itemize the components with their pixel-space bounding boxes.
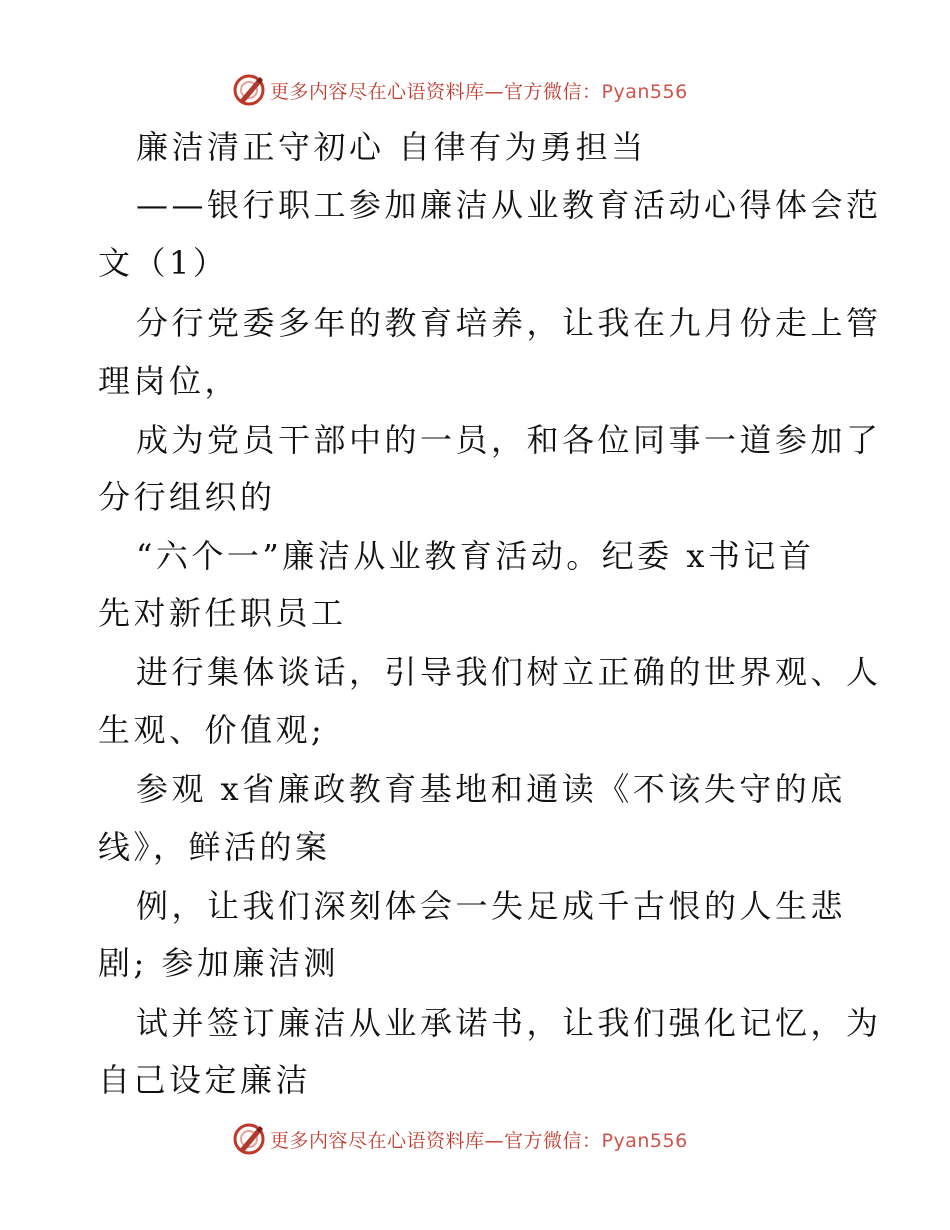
paragraph-line: 生观、价值观; bbox=[98, 711, 326, 749]
paragraph-line: 成为党员干部中的一员，和各位同事一道参加了 bbox=[136, 421, 882, 459]
paragraph-line: 自己设定廉洁 bbox=[98, 1061, 312, 1099]
paragraph-line: 线》，鲜活的案 bbox=[98, 828, 331, 866]
paragraph-line: 理岗位， bbox=[98, 362, 241, 400]
paragraph-line: 进行集体谈话，引导我们树立正确的世界观、人 bbox=[136, 653, 882, 691]
banner-text: 更多内容尽在心语资料库—官方微信：Pyan556 bbox=[270, 1129, 688, 1152]
paragraph-line: 例，让我们深刻体会一失足成千古恨的人生悲 bbox=[136, 887, 847, 925]
paragraph-line: 分行组织的 bbox=[98, 478, 276, 516]
brush-logo-icon bbox=[232, 1122, 266, 1156]
brush-logo-icon bbox=[232, 73, 266, 107]
banner-text: 更多内容尽在心语资料库—官方微信：Pyan556 bbox=[270, 80, 688, 103]
paragraph-line: 剧; 参加廉洁测 bbox=[98, 944, 339, 982]
footer-banner bbox=[232, 1121, 688, 1157]
subtitle-line: ——银行职工参加廉洁从业教育活动心得体会范 bbox=[136, 186, 882, 224]
paragraph-line: 参观 x省廉政教育基地和通读《不该失守的底 bbox=[136, 770, 846, 808]
paragraph-line: 分行党委多年的教育培养，让我在九月份走上管 bbox=[136, 304, 882, 342]
paragraph-line: “六个一”廉洁从业教育活动。纪委 x书记首 bbox=[136, 537, 815, 575]
paragraph-line: 先对新任职员工 bbox=[98, 594, 347, 632]
title-line: 廉洁清正守初心 自律有为勇担当 bbox=[136, 128, 647, 166]
subtitle-line-continued: 文（1） bbox=[98, 244, 229, 282]
paragraph-line: 试并签订廉洁从业承诺书，让我们强化记忆，为 bbox=[136, 1004, 882, 1042]
header-banner bbox=[232, 72, 688, 108]
